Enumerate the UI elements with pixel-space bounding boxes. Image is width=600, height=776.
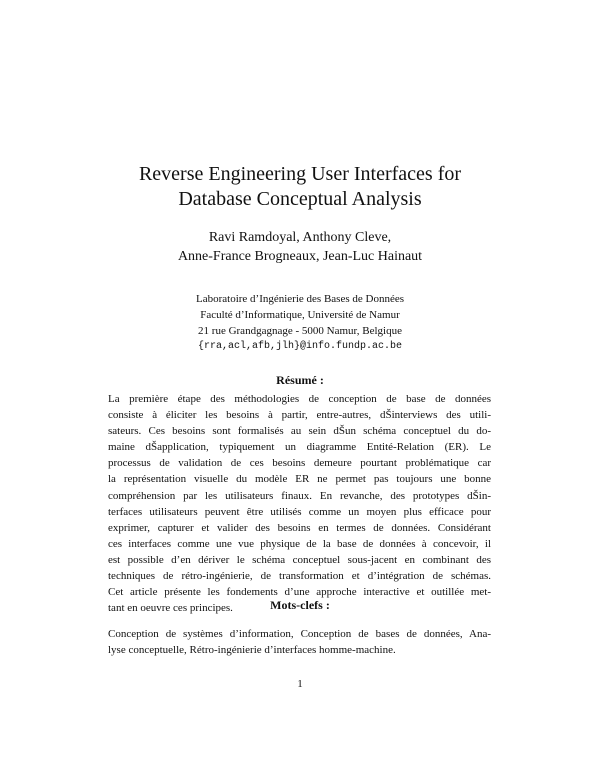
abstract-line: techniques de rétro-ingénierie, de transformation et d’intégration de schémas. <box>108 570 491 583</box>
abstract-line: La première étape des méthodologies de conception de base de données <box>108 393 491 405</box>
abstract-heading: Résumé : <box>276 373 324 387</box>
abstract-line: exprimer, capturer et valider des besoins en termes de données. Considérant <box>108 521 491 534</box>
author-list <box>0 228 600 266</box>
abstract-line: est possible d’en dériver le schéma conceptuel sous-jacent en combinant des <box>108 553 491 566</box>
affiliation-address: 21 rue Grandgagnage - 5000 Namur, Belgique <box>198 325 402 337</box>
abstract-line: compréhension par les utilisateurs finaux. En revanche, des prototypes dŠin- <box>108 489 491 502</box>
author-line: Ravi Ramdoyal, Anthony Cleve, <box>208 230 392 245</box>
abstract-line: la représentation visuelle du modèle ER ne permet pas toujours une bonne <box>108 473 491 486</box>
keywords-text <box>108 626 491 658</box>
abstract-line: terfaces utilisateurs peuvent être utilisés comme un moyen plus efficace pour <box>108 505 491 518</box>
keywords-line: Conception de systèmes d’information, Conception de bases de données, Ana- <box>108 628 491 640</box>
affiliation-lab: Laboratoire d’Ingénierie des Bases de Données <box>195 293 404 305</box>
affiliation-email: {rra,acl,afb,jlh}@info.fundp.ac.be <box>197 341 403 352</box>
abstract-line: tant en oeuvre ces principes. <box>108 602 233 615</box>
author-line: Anne-France Brogneaux, Jean-Luc Hainaut <box>177 249 423 264</box>
affiliation-faculty: Faculté d’Informatique, Université de Namur <box>200 309 400 321</box>
abstract-line: consiste à éliciter les besoins à partir, entre-autres, dŠinterviews des utili- <box>108 409 491 422</box>
paper-title <box>0 162 600 212</box>
keywords-line: lyse conceptuelle, Rétro-ingénierie d’interfaces homme-machine. <box>108 644 396 657</box>
abstract-line: maine dŠapplication, typiquement un diagramme Entité-Relation (ER). Le <box>108 441 491 454</box>
keywords-heading: Mots-clefs : <box>270 598 330 612</box>
abstract-text <box>108 391 491 616</box>
title-line: Reverse Engineering User Interfaces for <box>138 163 462 185</box>
abstract-line: processus de validation de ces besoins demeure pourtant problématique car <box>108 457 491 470</box>
page-number: 1 <box>297 678 303 690</box>
abstract-line: ces interfaces comme une vue physique de la base de données à concevoir, il <box>108 537 491 550</box>
abstract-line: sateurs. Ces besoins sont formalisés au sein dŠun schéma conceptuel du do- <box>108 425 491 438</box>
affiliation-block <box>0 291 600 355</box>
abstract-line: Cet article présente les fondements d’une approche interactive et outillée met- <box>108 586 491 599</box>
title-line: Database Conceptual Analysis <box>178 188 422 210</box>
